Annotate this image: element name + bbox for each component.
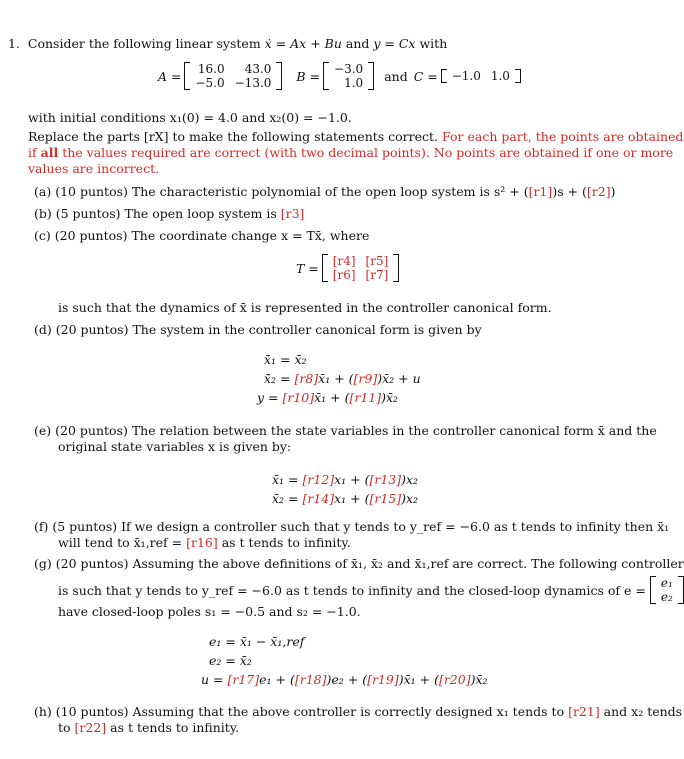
placeholder-tag: [r21] bbox=[568, 704, 600, 719]
matrix-cell bbox=[328, 268, 361, 282]
placeholder-tag: [r7] bbox=[365, 268, 389, 282]
matrix-A bbox=[184, 62, 282, 90]
matrix-B bbox=[323, 62, 374, 90]
matrix-cell: 16.0 bbox=[197, 62, 225, 76]
part-text: Assuming that the above controller is correctly designed x₁ tends to [r21] and x₂ tends bbox=[132, 704, 683, 719]
matrix-T-row bbox=[296, 254, 399, 282]
part-text: Assuming the above definitions of x̄₁, x̄₂ and x̄₁,ref are correct. The following controller bbox=[132, 556, 684, 571]
part-points: (20 puntos) bbox=[55, 423, 128, 438]
matrix-cell: 43.0 bbox=[244, 62, 272, 76]
problem-number: 1. bbox=[8, 36, 20, 51]
placeholder-tag: [r9] bbox=[353, 371, 378, 386]
placeholder-tag: [r5] bbox=[365, 254, 389, 268]
system-equation-1: ẋ = Ax + Bu bbox=[264, 36, 342, 51]
placeholder-tag: [r11] bbox=[349, 390, 382, 405]
part-points: (20 puntos) bbox=[55, 556, 129, 571]
part-label: (d) bbox=[34, 322, 52, 337]
placeholder-tag: [r22] bbox=[74, 720, 107, 735]
placeholder-tag: [r6] bbox=[332, 268, 356, 282]
part-b bbox=[34, 206, 304, 221]
matrix-C bbox=[441, 69, 521, 83]
part-label: (a) bbox=[34, 184, 52, 199]
instructions-red-1: For each part, the points are obtained bbox=[442, 129, 684, 144]
initial-conditions: with initial conditions x₁(0) = 4.0 and x₂(0) = −1.0. bbox=[28, 110, 352, 125]
equation: y = [r10]x̄₁ + ([r11])x̄₂ bbox=[257, 390, 399, 405]
part-d bbox=[34, 322, 482, 337]
part-label: (h) bbox=[34, 704, 52, 719]
part-c bbox=[34, 228, 369, 243]
placeholder-tag: [r10] bbox=[282, 390, 315, 405]
part-points: (10 puntos) bbox=[55, 704, 129, 719]
equation: u = [r17]e₁ + ([r18])e₂ + ([r19])x̄₁ + ([r20])x̄₂ bbox=[201, 672, 488, 687]
instructions-red-3: values are incorrect. bbox=[28, 161, 160, 176]
part-label: (c) bbox=[34, 228, 51, 243]
placeholder-tag: [r17] bbox=[227, 672, 260, 687]
part-points: (5 puntos) bbox=[52, 519, 118, 534]
placeholder-tag: [r3] bbox=[280, 206, 305, 221]
matrix-cell: −5.0 bbox=[195, 76, 225, 90]
part-text: The relation between the state variables in the controller canonical form x̄ and the bbox=[131, 423, 657, 438]
placeholder-tag: [r16] bbox=[186, 535, 218, 550]
part-text: If we design a controller such that y tends to y_ref = −6.0 as t tends to infinity then x̄₁ bbox=[121, 519, 670, 534]
vector-cell: e₁ bbox=[660, 576, 673, 590]
part-e bbox=[34, 423, 657, 455]
part-g-line3: have closed-loop poles s₁ = −0.5 and s₂ = −1.0. bbox=[58, 604, 361, 619]
part-points: (20 puntos) bbox=[55, 322, 129, 337]
matrix-cell: −3.0 bbox=[334, 62, 364, 76]
placeholder-tag: [r18] bbox=[294, 672, 327, 687]
part-text: will tend to x̄₁,ref = [r16] as t tends to infinity. bbox=[58, 535, 351, 550]
part-g-equations bbox=[201, 632, 488, 689]
equation: e₁ = x̄₁ − x̄₁,ref bbox=[209, 634, 305, 649]
instructions-red-2a: if bbox=[28, 145, 37, 160]
placeholder-tag: [r4] bbox=[332, 254, 356, 268]
instructions bbox=[28, 129, 683, 177]
instructions-bold-all: all bbox=[40, 145, 59, 160]
vector-e bbox=[650, 576, 684, 604]
placeholder-tag: [r13] bbox=[369, 472, 402, 487]
part-label: (b) bbox=[34, 206, 52, 221]
part-label: (e) bbox=[34, 423, 52, 438]
and-word: and bbox=[384, 68, 408, 84]
part-label: (f) bbox=[34, 519, 49, 534]
part-h bbox=[34, 704, 682, 736]
with-word: with bbox=[419, 36, 448, 51]
equation: x̄₁ = [r12]x₁ + ([r13])x₂ bbox=[272, 472, 419, 487]
matrix-cell: −13.0 bbox=[234, 76, 272, 90]
matrix-T-label: T = bbox=[296, 260, 319, 276]
placeholder-tag: [r8] bbox=[294, 371, 319, 386]
instructions-black: Replace the parts [rX] to make the following statements correct. bbox=[28, 129, 439, 144]
placeholder-tag: [r2] bbox=[586, 184, 611, 199]
problem-header bbox=[8, 36, 447, 51]
equation: ẋ̄₁ = x̄₂ bbox=[264, 352, 307, 367]
matrix-cell: −1.0 bbox=[451, 69, 481, 83]
matrix-cell bbox=[361, 268, 394, 282]
problem-intro: Consider the following linear system bbox=[27, 36, 261, 51]
matrix-cell: 1.0 bbox=[344, 76, 364, 90]
placeholder-tag: [r12] bbox=[302, 472, 335, 487]
part-a bbox=[34, 184, 615, 199]
matrix-cell: 1.0 bbox=[490, 69, 510, 83]
system-equation-2: y = Cx bbox=[373, 36, 416, 51]
matrix-A-label: A = bbox=[158, 68, 182, 84]
placeholder-tag: [r15] bbox=[369, 491, 402, 506]
part-text: original state variables x is given by: bbox=[58, 439, 292, 454]
equation: e₂ = x̄₂ bbox=[209, 653, 252, 668]
part-e-equations bbox=[272, 470, 418, 508]
vector-cell: e₂ bbox=[660, 590, 673, 604]
matrix-cell bbox=[361, 254, 394, 268]
part-text: is such that y tends to y_ref = −6.0 as t tends to infinity and the closed-loop dynamics of e = bbox=[58, 582, 646, 598]
placeholder-tag: [r19] bbox=[367, 672, 399, 687]
part-points: (10 puntos) bbox=[55, 184, 128, 199]
matrix-C-label: C = bbox=[413, 68, 438, 84]
placeholder-tag: [r14] bbox=[302, 491, 335, 506]
part-c-after: is such that the dynamics of x̄ is represented in the controller canonical form. bbox=[58, 300, 552, 315]
part-text: The characteristic polynomial of the open loop system is s² + ([r1])s + ([r2]) bbox=[131, 184, 616, 199]
part-d-equations bbox=[256, 350, 421, 407]
equation: x̄₂ = [r14]x₁ + ([r15])x₂ bbox=[272, 491, 419, 506]
matrix-B-label: B = bbox=[296, 68, 321, 84]
placeholder-tag: [r1] bbox=[528, 184, 553, 199]
matrix-cell bbox=[328, 254, 361, 268]
part-f bbox=[34, 519, 669, 551]
part-g-line2 bbox=[58, 576, 684, 604]
part-text: The open loop system is [r3] bbox=[124, 206, 305, 221]
part-points: (20 puntos) bbox=[54, 228, 128, 243]
part-points: (5 puntos) bbox=[55, 206, 121, 221]
matrix-T bbox=[322, 254, 399, 282]
instructions-red-2b: the values required are correct (with two decimal points). No points are obtained if one or more bbox=[62, 145, 674, 160]
part-g bbox=[34, 556, 684, 572]
part-text: The coordinate change x = Tx̄, where bbox=[131, 228, 370, 243]
part-label: (g) bbox=[34, 556, 52, 571]
part-text: The system in the controller canonical form is given by bbox=[132, 322, 482, 337]
placeholder-tag: [r20] bbox=[438, 672, 471, 687]
matrices-row bbox=[158, 62, 521, 90]
part-text: to [r22] as t tends to infinity. bbox=[58, 720, 240, 735]
and-word: and bbox=[345, 36, 370, 51]
equation: ẋ̄₂ = [r8]x̄₁ + ([r9])x̄₂ + u bbox=[264, 371, 421, 386]
